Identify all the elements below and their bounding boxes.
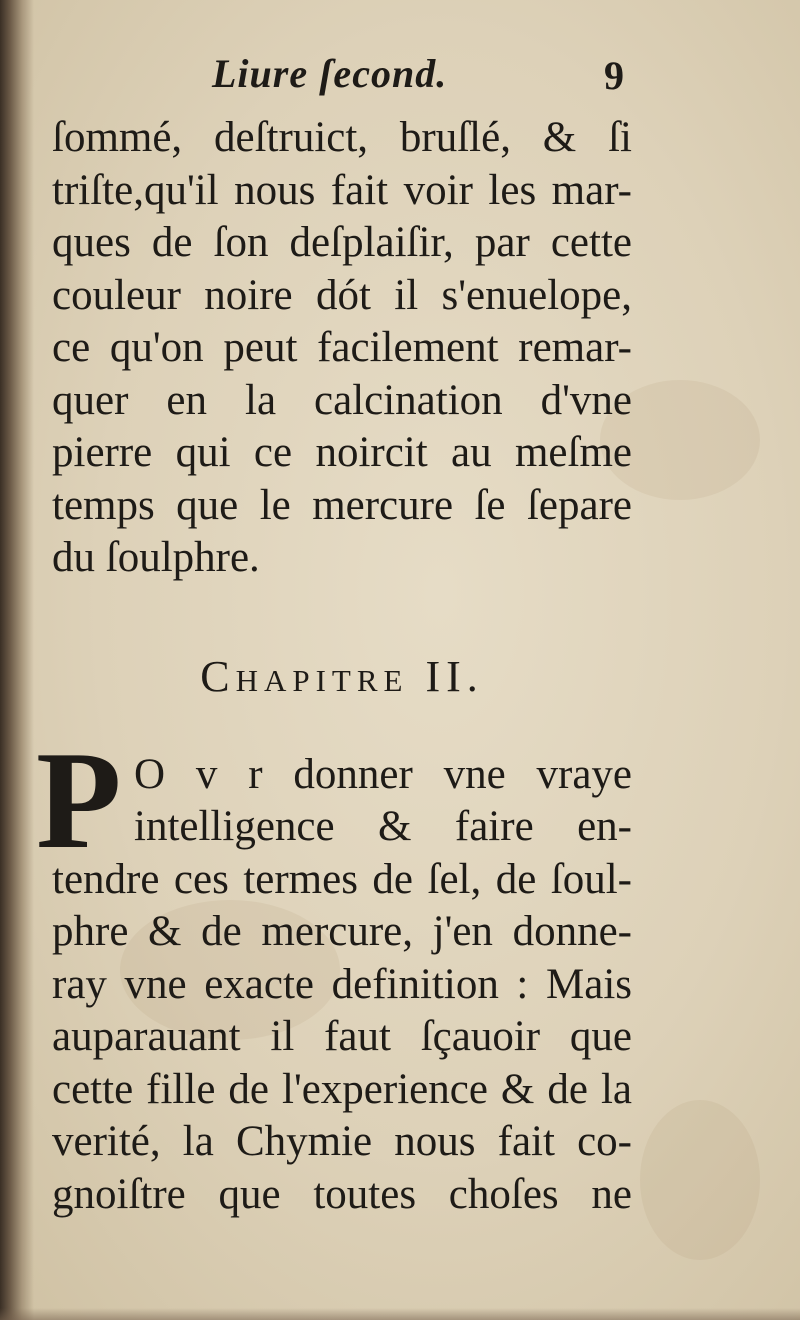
drop-cap-lines [134, 749, 632, 854]
text-line: ques de ſon deſplaiſir, par cette [52, 219, 632, 266]
text-line: couleur noire dót il s'enuelope, [52, 271, 632, 319]
text-line: cette fille de l'experience & de la [52, 1065, 632, 1113]
top-paragraph [52, 112, 632, 585]
text-line: ſommé, deſtruict, bruſlé, & ſi [52, 114, 632, 161]
text-block [36, 50, 632, 1221]
running-head-title: Liure ſecond. [212, 51, 448, 96]
text-line: gnoiſtre que toutes choſes ne [52, 1170, 632, 1218]
page-bottom-edge [0, 1308, 800, 1320]
text-line: ray vne exacte definition : Mais [52, 960, 632, 1008]
text-line: temps que le mercure ſe ſepare [52, 481, 632, 529]
paper-stain [640, 1100, 760, 1260]
text-line: O v r donner vne vraye [134, 750, 632, 798]
text-line: intelligence & faire en- [134, 803, 632, 850]
text-line: verité, la Chymie nous fait co- [52, 1118, 632, 1165]
text-line: auparauant il faut ſçauoir que [52, 1013, 632, 1060]
bleed-through [52, 585, 632, 645]
paragraph-opening [36, 722, 632, 878]
text-line: pierre qui ce noircit au meſme [52, 429, 632, 476]
chapter-heading: Chapitre II. [200, 651, 484, 701]
book-gutter [0, 0, 34, 1320]
text-line: quer en la calcination d'vne [52, 376, 632, 424]
text-line: phre & de mercure, j'en donne- [52, 908, 632, 955]
page-number: 9 [604, 53, 624, 98]
paragraph-body [52, 854, 632, 1222]
text-line: tendre ces termes de ſel, de ſoul- [52, 855, 632, 903]
text-line: triſte,qu'il nous fait voir les mar- [52, 166, 632, 214]
text-line: du ſoulphre. [52, 534, 260, 581]
drop-cap: P [36, 722, 122, 878]
text-line: ce qu'on peut facilement remar- [52, 324, 632, 371]
running-head [52, 50, 632, 112]
